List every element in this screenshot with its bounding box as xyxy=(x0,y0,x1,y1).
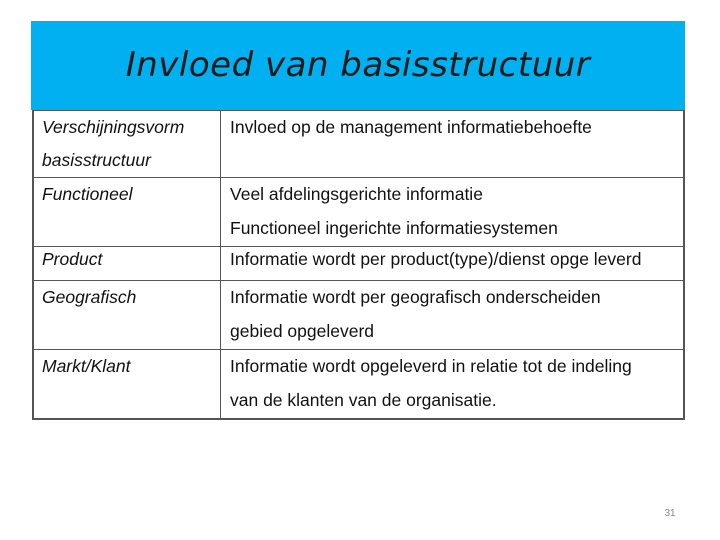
row-text: Informatie wordt per product(type)/dienst opge leverd xyxy=(230,249,642,269)
title-bar xyxy=(31,21,685,110)
row-label-cell xyxy=(33,247,221,281)
row-text: Informatie wordt per geografisch onderscheiden xyxy=(230,287,601,307)
row-label: Product xyxy=(42,249,103,269)
header-cell-form xyxy=(33,111,221,178)
header-label: Invloed op de management informatiebehoefte xyxy=(230,117,592,137)
row-label: Markt/Klant xyxy=(42,356,131,376)
row-value-cell xyxy=(221,178,685,247)
row-label-cell xyxy=(33,281,221,350)
row-text: van de klanten van de organisatie. xyxy=(230,390,497,410)
row-label: Geografisch xyxy=(42,287,137,307)
header-cell-influence xyxy=(221,111,685,178)
header-label: Verschijningsvorm xyxy=(42,117,185,137)
table-row xyxy=(33,281,684,350)
row-value-cell xyxy=(221,281,685,350)
slide-title: Invloed van basisstructuur xyxy=(125,45,591,85)
row-label-cell xyxy=(33,178,221,247)
header-label: basisstructuur xyxy=(42,150,151,170)
row-value-cell xyxy=(221,350,685,420)
row-label: Functioneel xyxy=(42,184,133,204)
row-text: Informatie wordt opgeleverd in relatie tot de indeling xyxy=(230,356,632,376)
table-row xyxy=(33,350,684,420)
table-row xyxy=(33,178,684,247)
page-number: 31 xyxy=(664,508,676,519)
table-header-row xyxy=(33,111,684,178)
structure-table xyxy=(32,110,685,420)
row-text: Veel afdelingsgerichte informatie xyxy=(230,184,483,204)
table-row xyxy=(33,247,684,281)
row-text: gebied opgeleverd xyxy=(230,321,375,341)
row-value-cell xyxy=(221,247,685,281)
row-label-cell xyxy=(33,350,221,420)
row-text: Functioneel ingerichte informatiesystemen xyxy=(230,218,558,238)
